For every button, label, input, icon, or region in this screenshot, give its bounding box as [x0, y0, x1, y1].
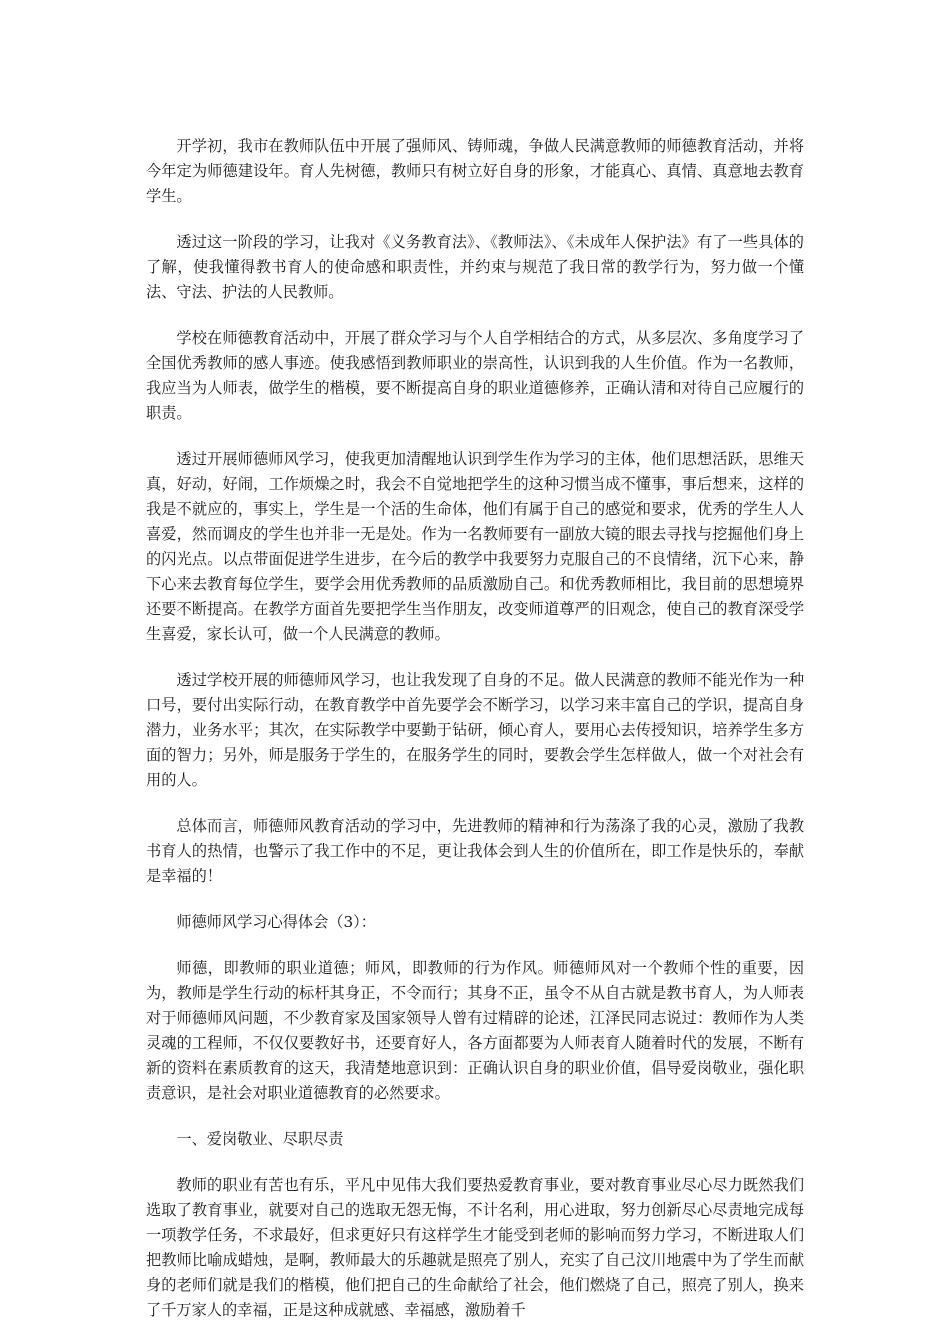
paragraph-4: 透过开展师德师风学习，使我更加清醒地认识到学生作为学习的主体，他们思想活跃，思维天真，好动，好闹，工作烦燥之时，我会不自觉地把学生的这种习惯当成不懂事，事后想来，这样的我是不就应的，事实上，学生是一个活的生命体，他们有属于自己的感觉和要求，优秀的学生人人喜爱，然而调皮的学生也并非一无是处。作为一名教师要有一副放大镜的眼去寻找与挖掘他们身上的闪光点。以点带面促进学生进步，在今后的教学中我要努力克服自己的不良情绪，沉下心来，静下心来去教育每位学生，要学会用优秀教师的品质激励自己。和优秀教师相比，我目前的思想境界还要不断提高。在教学方面首先要把学生当作朋友，改变师道尊严的旧观念，使自己的教育深受学生喜爱，家长认可，做一个人民满意的教师。 — [146, 450, 804, 643]
section-title: 师德师风学习心得体会（3）： — [176, 913, 376, 931]
paragraph-2: 透过这一阶段的学习，让我对《义务教育法》、《教师法》、《未成年人保护法》有了一些具体的了解，使我懂得教书育人的使命感和职责性，并约束与规范了我日常的教学行为，努力做一个懂法、守法、护法的人民教师。 — [146, 233, 804, 301]
paragraph-6: 总体而言，师德师风教育活动的学习中，先进教师的精神和行为荡涤了我的心灵，激励了我教书育人的热情，也警示了我工作中的不足，更让我体会到人生的价值所在，即工作是快乐的，奉献是幸福的！ — [146, 817, 804, 885]
intro-paragraph: 师德，即教师的职业道德；师风，即教师的行为作风。师德师风对一个教师个性的重要，因为，教师是学生行动的标杆其身正，不令而行；其身不正，虽令不从自古就是教书育人，为人师表对于师德师风问题，不少教育家及国家领导人曾有过精辟的论述，江泽民同志说过：教师作为人类灵魂的工程师，不仅仅要教好书，还要育好人，各方面都要为人师表育人随着时代的发展，不断有新的资料在素质教育的这天，我清楚地意识到：正确认识自身的职业价值，倡导爱岗敬业，强化职责意识，是社会对职业道德教育的必然要求。 — [146, 959, 804, 1102]
paragraph-3: 学校在师德教育活动中，开展了群众学习与个人自学相结合的方式，从多层次、多角度学习了全国优秀教师的感人事迹。使我感悟到教师职业的崇高性，认识到我的人生价值。作为一名教师，我应当为人师表，做学生的楷模，要不断提高自身的职业道德修养，正确认清和对待自己应履行的职责。 — [146, 329, 804, 422]
document-body — [146, 134, 804, 1344]
paragraph-1: 开学初，我市在教师队伍中开展了强师风、铸师魂，争做人民满意教师的师德教育活动，并将今年定为师德建设年。育人先树德，教师只有树立好自身的形象，才能真心、真情、真意地去教育学生。 — [146, 137, 804, 205]
final-paragraph: 教师的职业有苦也有乐，平凡中见伟大我们要热爱教育事业，要对教育事业尽心尽力既然我们选取了教育事业，就要对自己的选取无怨无悔，不计名利，用心进取，努力创新尽心尽责地完成每一项教学任务，不求最好，但求更好只有这样学生才能受到老师的影响而努力学习，不断进取人们把教师比喻成蜡烛，是啊，教师最大的乐趣就是照亮了别人，充实了自己汶川地震中为了学生而献身的老师们就是我们的楷模，他们把自己的生命献给了社会，他们燃烧了自己，照亮了别人，换来了千万家人的幸福，正是这种成就感、幸福感，激励着千 — [146, 1176, 804, 1319]
subheading: 一、爱岗敬业、尽职尽责 — [176, 1130, 344, 1148]
paragraph-5: 透过学校开展的师德师风学习，也让我发现了自身的不足。做人民满意的教师不能光作为一种口号，要付出实际行动，在教育教学中首先要学会不断学习，以学习来丰富自己的学识，提高自身潜力，业务水平；其次，在实际教学中要勤于钻研，倾心育人，要用心去传授知识，培养学生多方面的智力；另外，师是服务于学生的，在服务学生的同时，要教会学生怎样做人，做一个对社会有用的人。 — [146, 671, 804, 789]
